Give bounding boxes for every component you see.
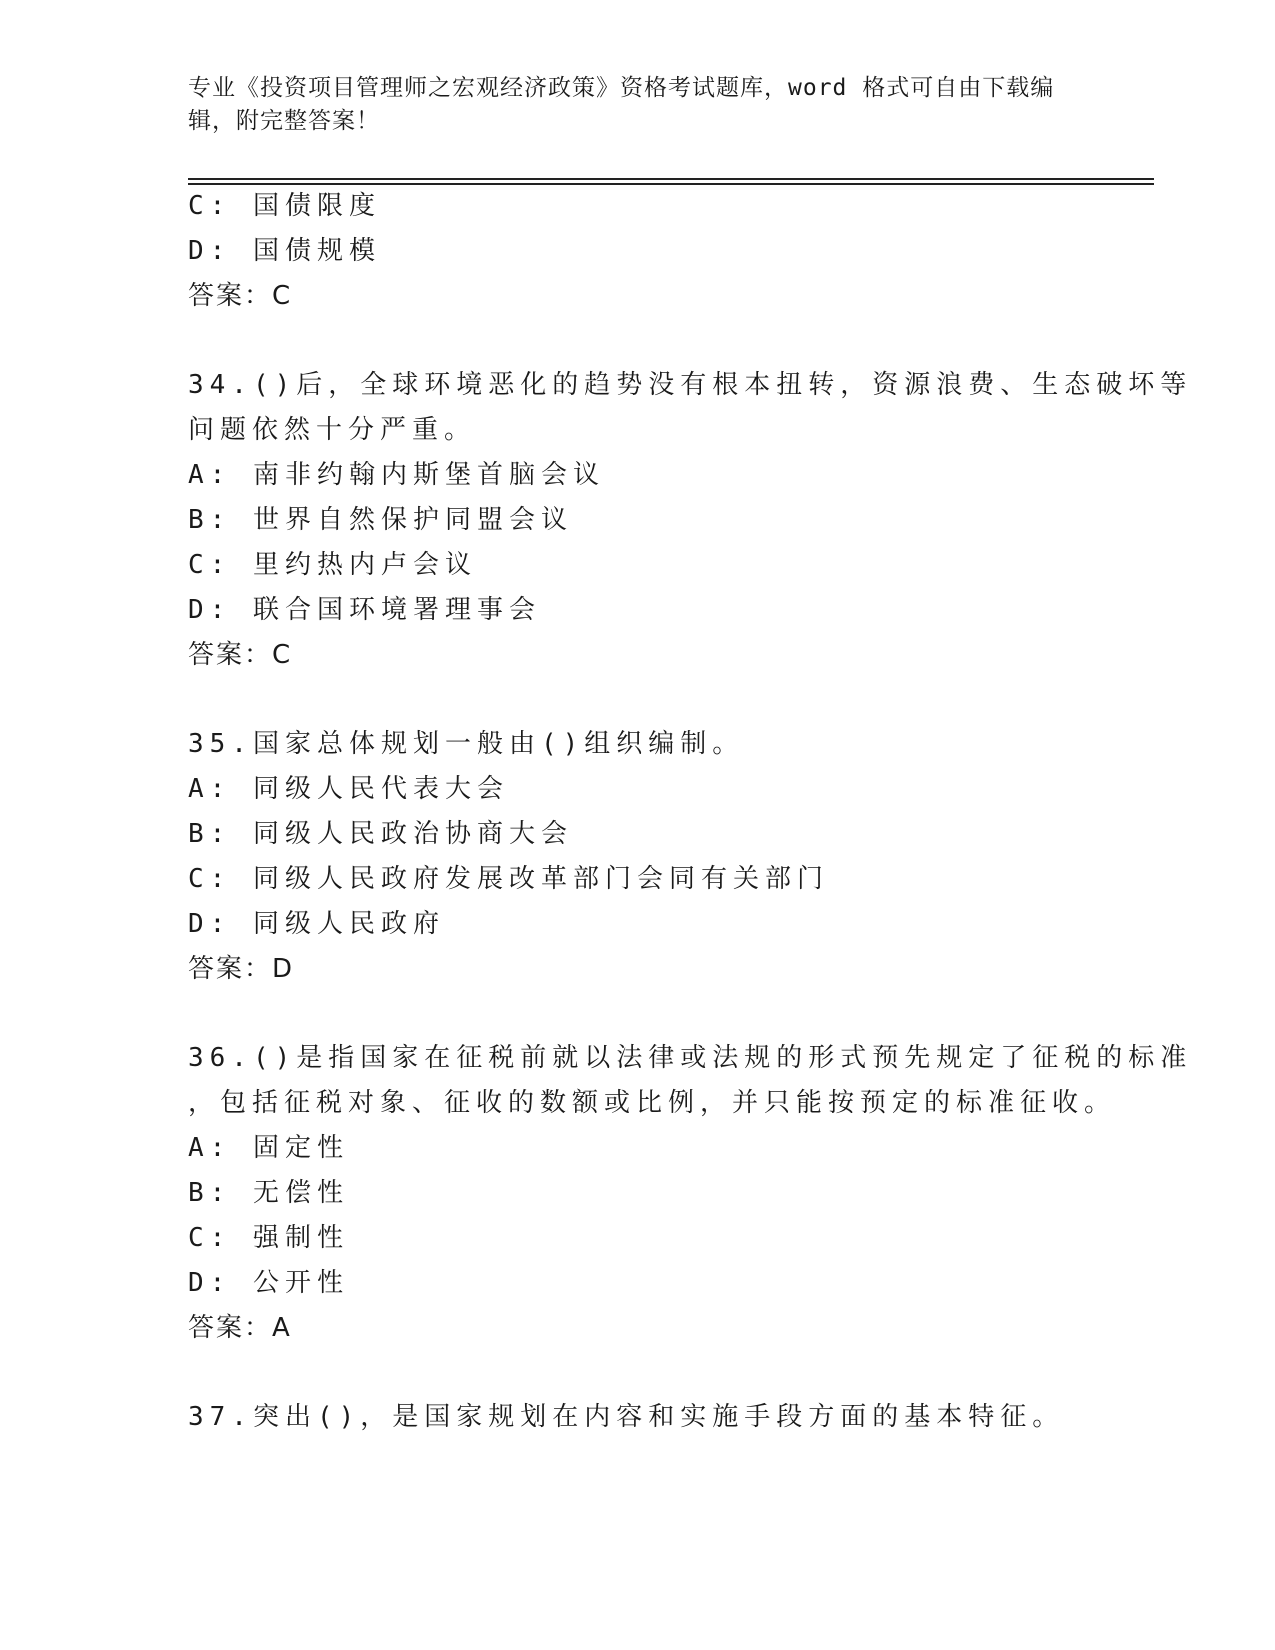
header-title-line-2: 辑，附完整答案！ bbox=[188, 108, 380, 134]
q34-stem-line-2: 问题依然十分严重。 bbox=[188, 415, 477, 445]
q35-option-b: B: 同级人民政治协商大会 bbox=[188, 819, 573, 849]
q33-option-c: C: 国债限度 bbox=[188, 191, 381, 221]
q34-option-d: D: 联合国环境署理事会 bbox=[188, 595, 541, 625]
q36-answer: 答案：A bbox=[188, 1313, 292, 1343]
q35-option-a: A: 同级人民代表大会 bbox=[188, 774, 509, 804]
q36-option-d: D: 公开性 bbox=[188, 1268, 349, 1298]
q33-option-d: D: 国债规模 bbox=[188, 236, 381, 266]
q35-stem-line-1: 35.国家总体规划一般由()组织编制。 bbox=[188, 729, 745, 759]
header-title-line-1: 专业《投资项目管理师之宏观经济政策》资格考试题库，word 格式可自由下载编 bbox=[188, 75, 1055, 101]
header-divider-top bbox=[188, 178, 1154, 180]
q34-stem-line-1: 34.()后，全球环境恶化的趋势没有根本扭转，资源浪费、生态破坏等 bbox=[188, 370, 1193, 400]
q35-option-d: D: 同级人民政府 bbox=[188, 909, 445, 939]
q36-option-c: C: 强制性 bbox=[188, 1223, 349, 1253]
q36-stem-line-2: ，包括征税对象、征收的数额或比例，并只能按预定的标准征收。 bbox=[188, 1088, 1117, 1118]
q36-option-b: B: 无偿性 bbox=[188, 1178, 349, 1208]
q37-stem-line-1: 37.突出()，是国家规划在内容和实施手段方面的基本特征。 bbox=[188, 1402, 1065, 1432]
q36-stem-line-1: 36.()是指国家在征税前就以法律或法规的形式预先规定了征税的标准 bbox=[188, 1043, 1193, 1073]
document-header bbox=[188, 72, 1068, 138]
header-divider-bottom bbox=[188, 183, 1154, 185]
q34-answer: 答案：C bbox=[188, 640, 293, 670]
q35-option-c: C: 同级人民政府发展改革部门会同有关部门 bbox=[188, 864, 829, 894]
q36-option-a: A: 固定性 bbox=[188, 1133, 349, 1163]
q33-answer: 答案：C bbox=[188, 281, 293, 311]
q34-option-c: C: 里约热内卢会议 bbox=[188, 550, 477, 580]
q34-option-a: A: 南非约翰内斯堡首脑会议 bbox=[188, 460, 605, 490]
q34-option-b: B: 世界自然保护同盟会议 bbox=[188, 505, 573, 535]
q35-answer: 答案：D bbox=[188, 954, 295, 984]
